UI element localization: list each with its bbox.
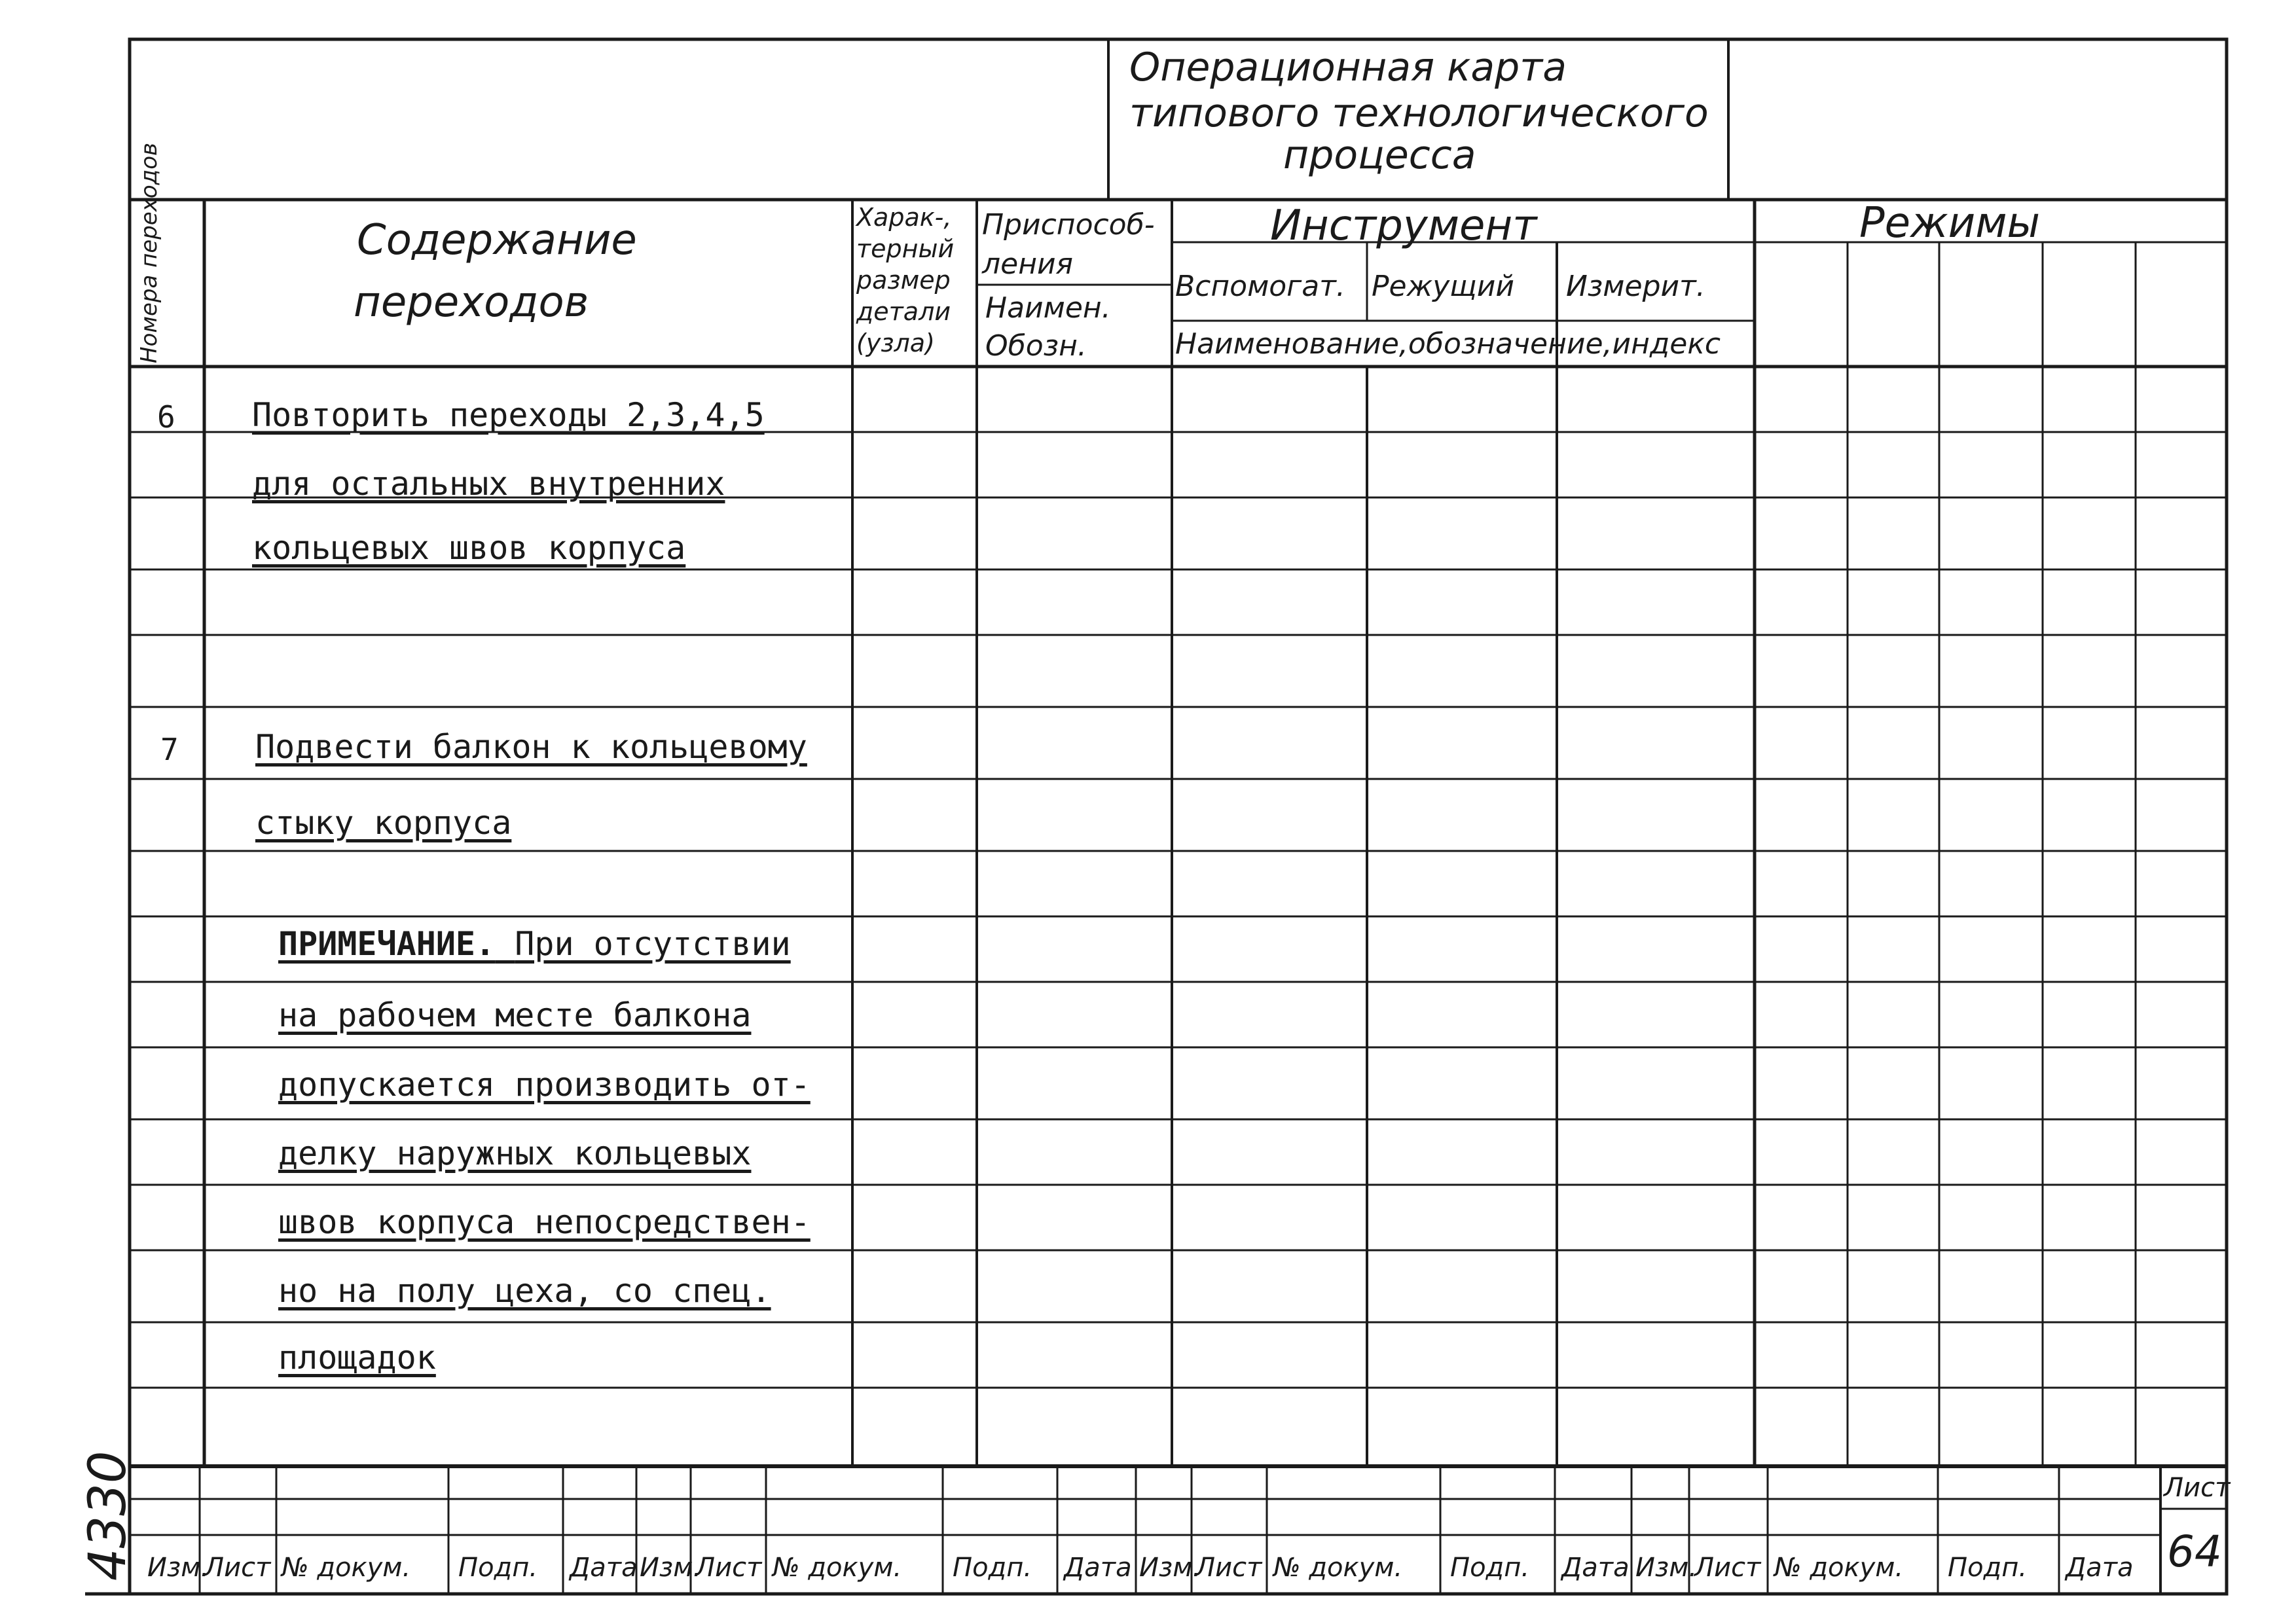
step-number: 6 xyxy=(157,399,175,435)
step-text-line: Повторить переходы 2,3,4,5 xyxy=(252,396,765,434)
note-first-line xyxy=(278,925,791,963)
card-title-line-2: типового технологического xyxy=(1129,90,1709,136)
footer-label: Подп. xyxy=(1450,1553,1530,1583)
step-text-line: стыку корпуса xyxy=(255,804,512,842)
note-text-line: на рабочем месте балкона xyxy=(278,996,752,1034)
footer-label: № докум. xyxy=(773,1553,902,1583)
note-text-line: делку наружных кольцевых xyxy=(278,1134,752,1172)
footer-label: Лист xyxy=(1195,1553,1262,1583)
footer-label: № докум. xyxy=(1273,1553,1403,1583)
note-label: ПРИМЕЧАНИЕ. xyxy=(278,925,496,963)
char-size-header-1: Харак-, xyxy=(856,203,952,232)
footer-label: Подп. xyxy=(953,1553,1032,1583)
margin-number: 4330 xyxy=(79,1451,137,1581)
note-text-line: площадок xyxy=(278,1339,436,1377)
step-numbers-header: Номера переходов xyxy=(136,142,162,363)
footer-label: Дата xyxy=(2066,1553,2134,1583)
footer-label: Подп. xyxy=(458,1553,538,1583)
fixtures-code-header: Обозн. xyxy=(985,329,1087,363)
sheet-number: 64 xyxy=(2167,1526,2222,1577)
footer-label: Изм. xyxy=(1139,1553,1201,1583)
char-size-header-4: детали xyxy=(856,297,951,326)
step-text-line: для остальных внутренних xyxy=(252,465,725,503)
modes-header: Режимы xyxy=(1859,199,2041,247)
note-text-line: швов корпуса непосредствен- xyxy=(278,1203,811,1241)
card-title-line-3: процесса xyxy=(1283,132,1476,178)
sheet-label: Лист xyxy=(2164,1473,2231,1503)
footer-label: Лист xyxy=(1694,1553,1761,1583)
step-text-line: кольцевых швов корпуса xyxy=(252,529,686,567)
footer-label: Изм. xyxy=(640,1553,702,1583)
step-text-line: Подвести балкон к кольцевому xyxy=(255,728,807,766)
char-size-header-2: терный xyxy=(856,234,955,263)
content-header-2: переходов xyxy=(354,278,589,327)
tool-caption-header: Наименование,обозначение,индекс xyxy=(1175,327,1721,361)
footer-label: № докум. xyxy=(282,1553,411,1583)
char-size-header-5: (узла) xyxy=(856,329,935,357)
tool-meas-header: Измерит. xyxy=(1566,270,1705,303)
footer-label: Лист xyxy=(204,1553,271,1583)
card-title-line-1: Операционная карта xyxy=(1129,45,1567,90)
tool-cut-header: Режущий xyxy=(1372,270,1514,303)
fixtures-header: Приспособ- xyxy=(982,208,1155,242)
footer-label: Изм. xyxy=(147,1553,210,1583)
char-size-header-3: размер xyxy=(856,266,951,295)
footer-label: Дата xyxy=(1561,1553,1630,1583)
step-number: 7 xyxy=(160,732,179,767)
note-text-line: допускается производить от- xyxy=(278,1066,811,1104)
fixtures-header-2: ления xyxy=(982,247,1074,281)
note-first-text: При отсутствии xyxy=(515,925,791,963)
fixtures-name-header: Наимен. xyxy=(985,291,1111,325)
note-text-line: но на полу цеха, со спец. xyxy=(278,1272,771,1310)
content-header: Содержание xyxy=(357,216,637,264)
footer-label: Дата xyxy=(1064,1553,1132,1583)
footer-label: Лист xyxy=(695,1553,762,1583)
footer-label: № докум. xyxy=(1774,1553,1904,1583)
tool-aux-header: Вспомогат. xyxy=(1175,270,1345,303)
tools-header: Инструмент xyxy=(1270,202,1537,250)
footer-label: Подп. xyxy=(1948,1553,2028,1583)
footer-label: Изм. xyxy=(1635,1553,1698,1583)
footer-label: Дата xyxy=(570,1553,638,1583)
